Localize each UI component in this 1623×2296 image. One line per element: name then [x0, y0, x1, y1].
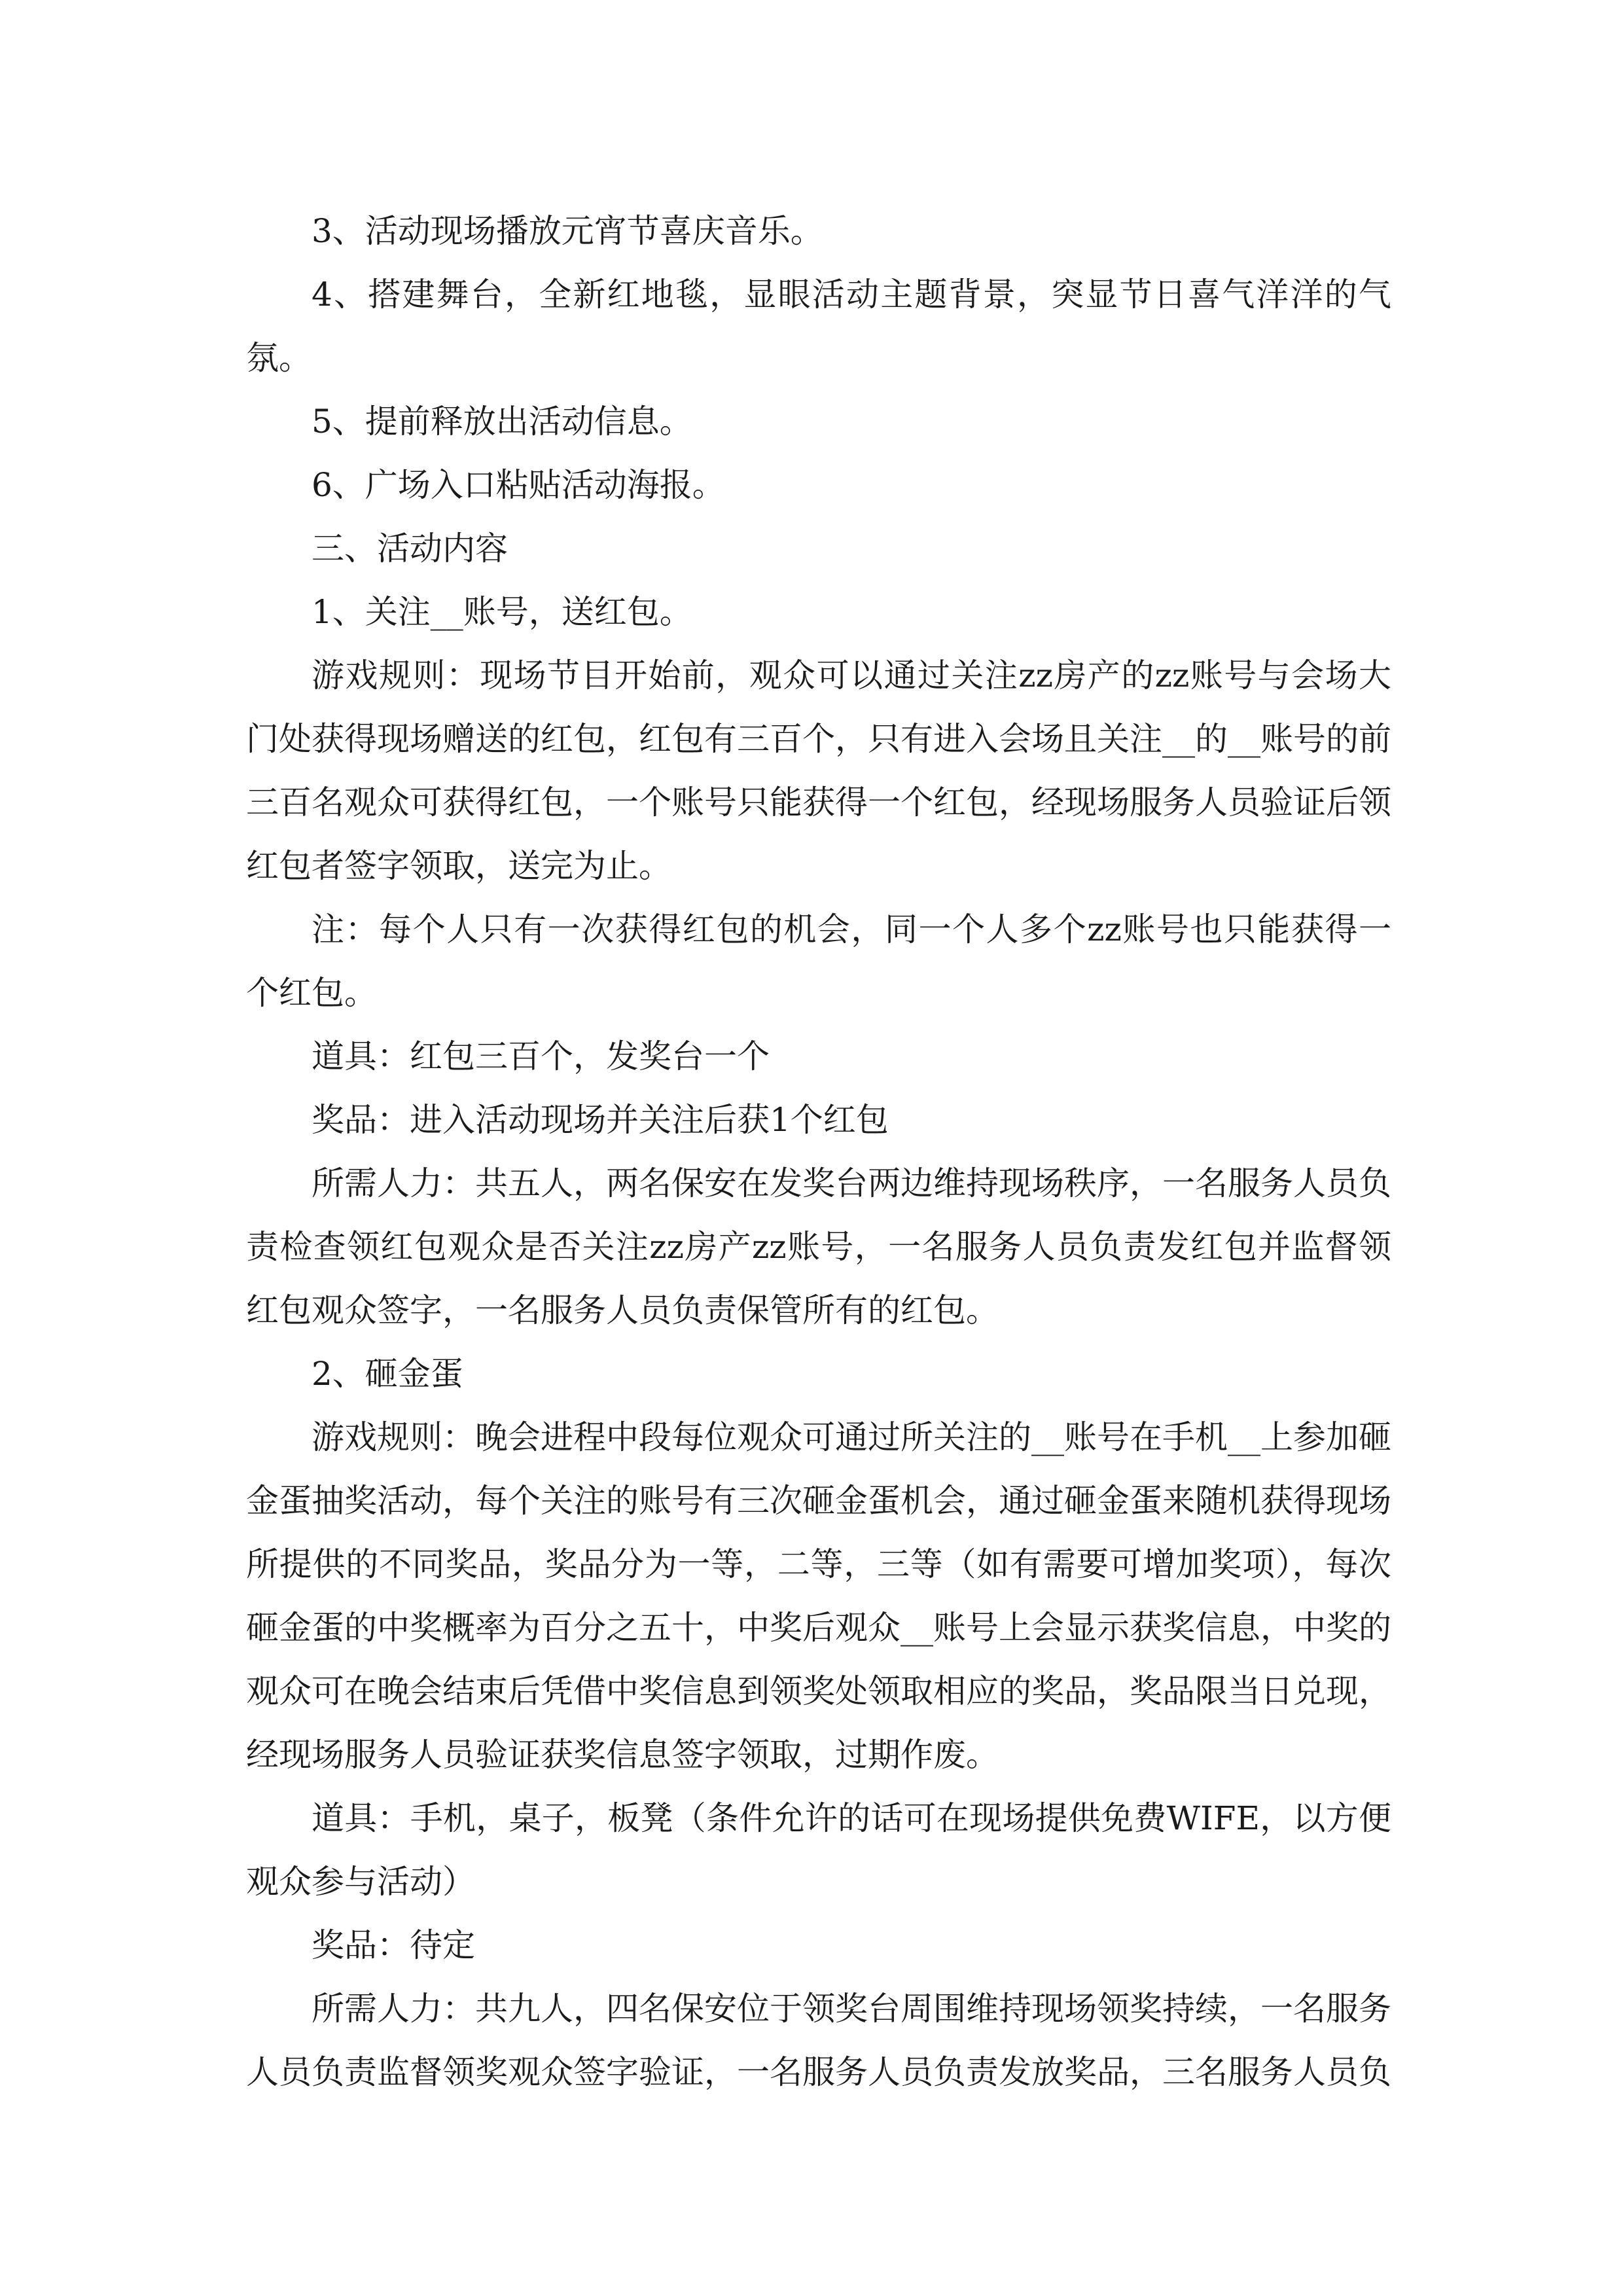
- paragraph-golden-egg-props: 道具：手机，桌子，板凳（条件允许的话可在现场提供免费WIFE，以方便观众参与活动）: [246, 1799, 1391, 1901]
- paragraph-red-envelope-props: 道具：红包三百个，发奖台一个: [312, 1037, 770, 1075]
- paragraph-golden-egg-prizes: 奖品：待定: [312, 1926, 475, 1964]
- list-item-posters: 6、广场入口粘贴活动海报。: [312, 466, 725, 504]
- paragraph-red-envelope-note: 注：每个人只有一次获得红包的机会，同一个人多个zz账号也只能获得一个红包。: [246, 910, 1391, 1012]
- list-item-playback-music: 3、活动现场播放元宵节喜庆音乐。: [312, 212, 823, 250]
- subheading-follow-account: 1、关注__账号，送红包。: [312, 593, 692, 631]
- paragraph-golden-egg-staff: 所需人力：共九人，四名保安位于领奖台周围维持现场领奖持续，一名服务人员负责监督领奖观众签字验证，一名服务人员负责发放奖品，三名服务人员负: [246, 1990, 1391, 2091]
- paragraph-golden-egg-rules: 游戏规则：晚会进程中段每位观众可通过所关注的__账号在手机__上参加砸金蛋抽奖活动，每个关注的账号有三次砸金蛋机会，通过砸金蛋来随机获得现场所提供的不同奖品，奖品分为一等，二等，三等（如有需要可增加奖项），每次砸金蛋的中奖概率为百分之五十，中奖后观众__账号上会显示获奖信息，中奖的观众可在晚会结束后凭借中奖信息到领奖处领取相应的奖品，奖品限当日兑现，经现场服务人员验证获奖信息签字领取，过期作废。: [246, 1418, 1391, 1774]
- document-body: [246, 200, 1391, 2104]
- section-heading-activity-content: 三、活动内容: [312, 529, 508, 567]
- paragraph-red-envelope-staff: 所需人力：共五人，两名保安在发奖台两边维持现场秩序，一名服务人员负责检查领红包观众是否关注zz房产zz账号，一名服务人员负责发红包并监督领红包观众签字，一名服务人员负责保管所有的红包。: [246, 1164, 1391, 1329]
- subheading-golden-egg: 2、砸金蛋: [312, 1355, 463, 1393]
- list-item-release-info: 5、提前释放出活动信息。: [312, 403, 692, 440]
- list-item-stage-setup: 4、搭建舞台，全新红地毯，显眼活动主题背景，突显节日喜气洋洋的气氛。: [246, 276, 1391, 377]
- paragraph-red-envelope-rules: 游戏规则：现场节目开始前，观众可以通过关注zz房产的zz账号与会场大门处获得现场赠送的红包，红包有三百个，只有进入会场且关注__的__账号的前三百名观众可获得红包，一个账号只能获得一个红包，经现场服务人员验证后领红包者签字领取，送完为止。: [246, 656, 1391, 885]
- paragraph-red-envelope-prizes: 奖品：进入活动现场并关注后获1个红包: [312, 1101, 889, 1139]
